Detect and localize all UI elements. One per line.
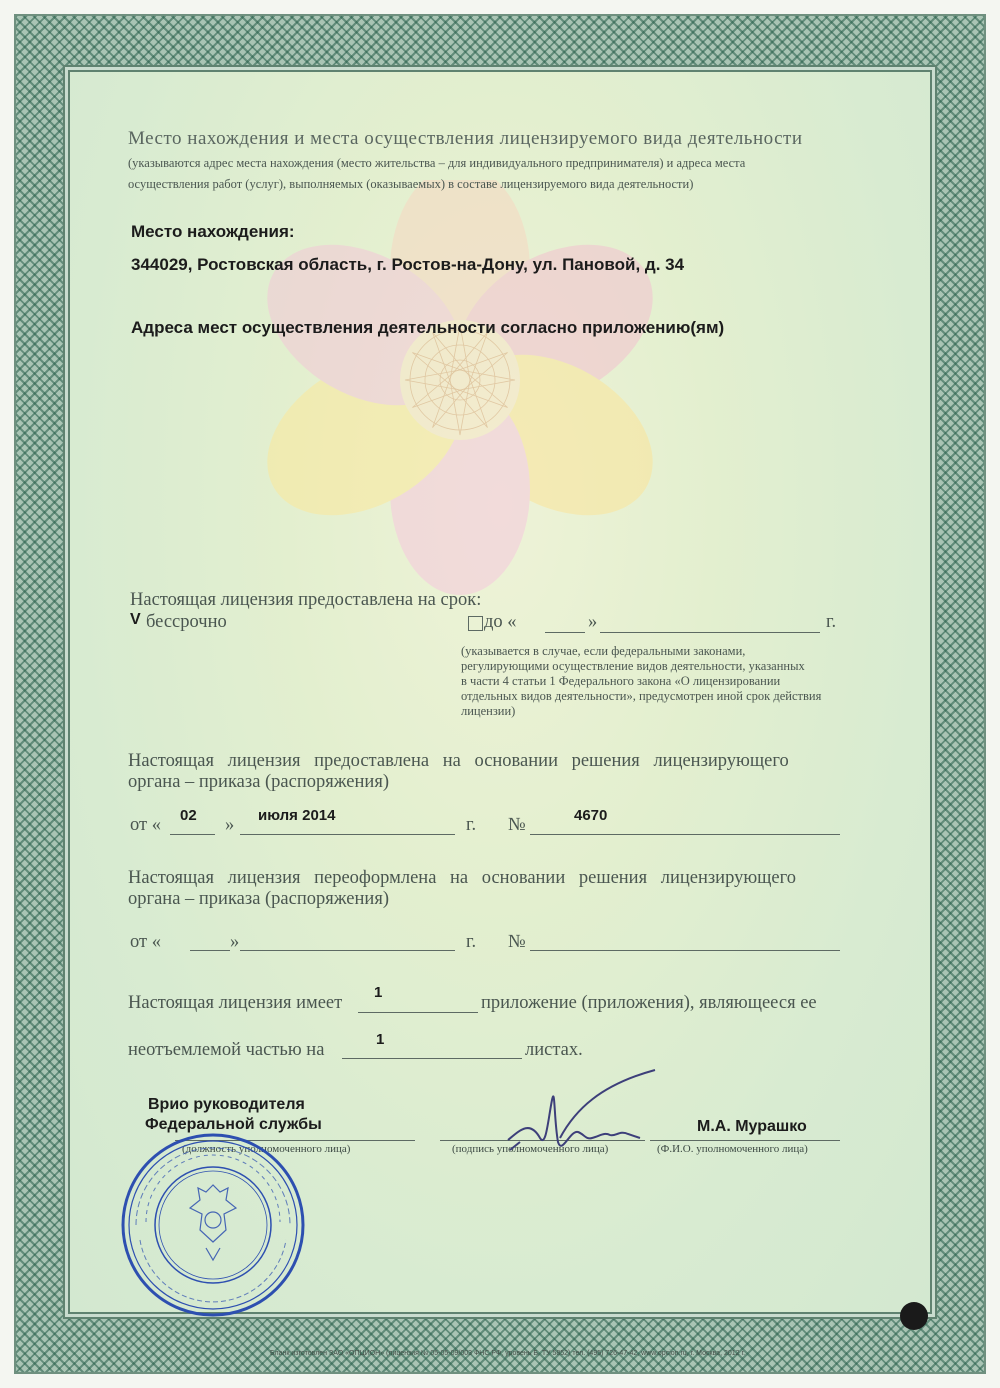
term-note-5: лицензии): [461, 704, 516, 718]
appendix-line2-prefix: неотъемлемой частью на: [128, 1040, 325, 1060]
term-date-line: [600, 632, 820, 633]
reissue-year-suffix: г.: [466, 932, 477, 952]
reissue-line2: органа – приказа (распоряжения): [128, 889, 389, 909]
binding-hole: [900, 1302, 928, 1330]
section-note-line2: осуществления работ (услуг), выполняемых (оказываемых) в составе лицензируемого вида деятельности): [128, 177, 694, 191]
reissue-line1: Настоящая лицензия переоформлена на основании решения лицензирующего: [128, 868, 796, 888]
appendix-line1-suffix: приложение (приложения), являющееся ее: [481, 993, 817, 1013]
basis-number-sign: №: [508, 815, 526, 835]
rosette-watermark: [250, 180, 670, 620]
basis-day-line: [170, 834, 215, 835]
term-until-mid: »: [588, 612, 598, 632]
basis-line1: Настоящая лицензия предоставлена на основании решения лицензирующего: [128, 751, 789, 771]
term-until-suffix: г.: [826, 612, 837, 632]
basis-day: 02: [180, 807, 197, 824]
appendix-count-line: [358, 1012, 478, 1013]
term-until-prefix: до «: [484, 612, 517, 632]
position-caption: (должность уполномоченного лица): [182, 1143, 351, 1155]
activity-addresses: Адреса мест осуществления деятельности согласно приложению(ям): [131, 318, 725, 337]
term-note-2: регулирующими осуществление видов деятельности, указанных: [461, 659, 805, 673]
position-line2: Федеральной службы: [145, 1116, 322, 1133]
reissue-quote-close: »: [230, 932, 240, 952]
reissue-day-line: [190, 950, 230, 951]
printer-footer: Бланк изготовлен ЗАО «ОПЦИОН» (лицензия № 05-05-09/003 ФНС РФ, уровень Б, ТУ 5852) тел. (495) 726-47-42, www.opcion.ru, г. Москва, 2012 г.: [270, 1350, 746, 1357]
reissue-date-line: [240, 950, 455, 951]
name-line: [650, 1140, 840, 1141]
position-line1: Врио руководителя: [148, 1096, 305, 1113]
basis-date-line: [240, 834, 455, 835]
term-note-1: (указывается в случае, если федеральными законами,: [461, 644, 746, 658]
section-note-line1: (указываются адрес места нахождения (место жительства – для индивидуального предпринимателя) и адреса места: [128, 156, 746, 170]
basis-number: 4670: [574, 807, 608, 824]
reissue-number-sign: №: [508, 932, 526, 952]
reissue-from: от «: [130, 932, 161, 952]
basis-month-year: июля 2014: [258, 807, 336, 824]
official-seal-stamp: [118, 1130, 308, 1320]
appendix-count: 1: [374, 984, 383, 1001]
appendix-sheets: 1: [376, 1031, 385, 1048]
term-day-line: [545, 632, 585, 633]
signature-caption: (подпись уполномоченного лица): [452, 1143, 609, 1155]
location-address: 344029, Ростовская область, г. Ростов-на-Дону, ул. Пановой, д. 34: [131, 255, 685, 274]
basis-line2: органа – приказа (распоряжения): [128, 772, 389, 792]
handwritten-signature: [500, 1060, 670, 1170]
until-checkbox: [468, 616, 483, 631]
appendix-sheets-line: [342, 1058, 522, 1059]
term-unlimited: бессрочно: [146, 612, 227, 632]
basis-from: от «: [130, 815, 161, 835]
term-note-4: отдельных видов деятельности», предусмотрен иной срок действия: [461, 689, 822, 703]
appendix-line2-suffix: листах.: [525, 1040, 583, 1060]
signatory-name: М.А. Мурашко: [697, 1118, 807, 1135]
term-check-mark: V: [130, 611, 141, 628]
name-caption: (Ф.И.О. уполномоченного лица): [657, 1143, 808, 1155]
reissue-number-line: [530, 950, 840, 951]
appendix-line1-prefix: Настоящая лицензия имеет: [128, 993, 343, 1013]
term-title: Настоящая лицензия предоставлена на срок:: [130, 590, 482, 610]
term-note-3: в части 4 статьи 1 Федерального закона «О лицензировании: [461, 674, 781, 688]
location-label: Место нахождения:: [131, 222, 295, 241]
basis-year-suffix: г.: [466, 815, 477, 835]
basis-number-line: [530, 834, 840, 835]
section-title: Место нахождения и места осуществления лицензируемого вида деятельности: [128, 128, 803, 149]
basis-quote-close: »: [225, 815, 235, 835]
